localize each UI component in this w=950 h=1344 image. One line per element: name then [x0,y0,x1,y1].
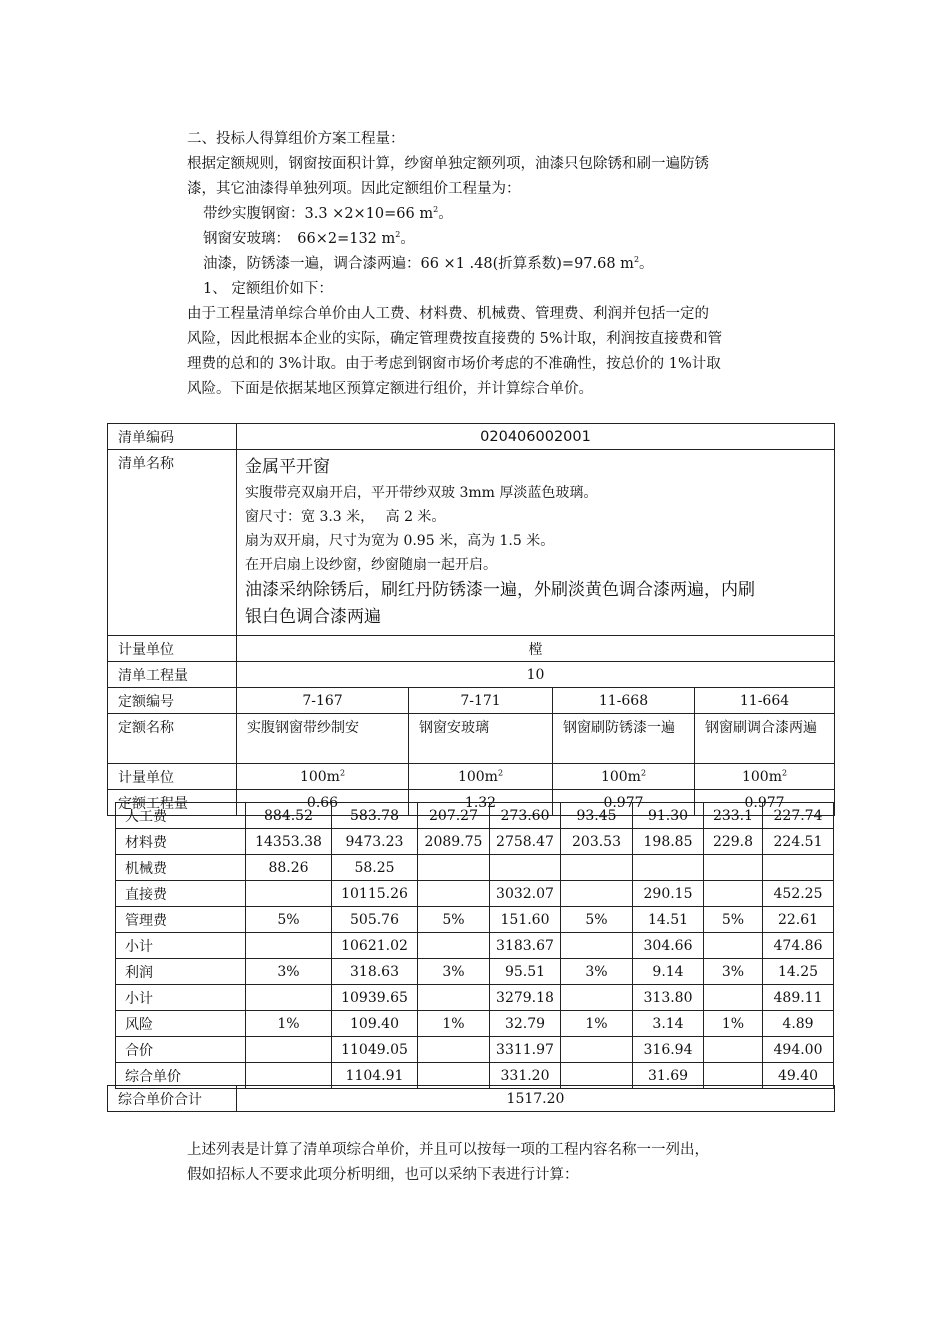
quota-name: 钢窗安玻璃 [409,714,553,764]
quota-unit: $100m^2$ [695,764,835,790]
cost-row [116,803,834,829]
quota-name: 钢窗刷防锈漆一遍 [553,714,695,764]
cost-row-label: 利润 [116,959,246,985]
total-value: 1517.20 [237,1086,835,1112]
cost-cell: 5% [418,907,490,933]
cost-cell: 474.86 [763,933,834,959]
cost-cell: 4.89 [763,1011,834,1037]
cost-cell: 3% [246,959,332,985]
cost-cell: 3.14 [633,1011,704,1037]
cost-cell: 10621.02 [332,933,418,959]
cost-cell: 233.1 [704,803,763,829]
section-heading: 二、投标人得算组价方案工程量： [187,131,405,147]
cost-row-label: 合价 [116,1037,246,1063]
cost-cell: 11049.05 [332,1037,418,1063]
cost-cell: 49.40 [763,1063,834,1089]
cost-cell [246,933,332,959]
cost-cell: 3311.97 [490,1037,561,1063]
cost-cell: 207.27 [418,803,490,829]
cost-cell: 5% [561,907,633,933]
cost-row-label: 管理费 [116,907,246,933]
desc-line: 扇为双开扇，尺寸为宽为 0.95 米，高为 1.5 米。 [245,533,555,549]
qty-label: 清单工程量 [108,662,237,688]
cost-cell: 14.25 [763,959,834,985]
cost-row-label: 综合单价 [116,1063,246,1089]
bill-item-header-table [107,423,835,816]
total-table [107,1085,835,1112]
desc-line: 银白色调合漆两遍 [245,607,381,627]
cost-cell: 5% [704,907,763,933]
quota-unit: $100m^2$ [237,764,409,790]
paragraph-line: 理费的总和的 3%计取。由于考虑到钢窗市场价考虑的不准确性，按总价的 1%计取 [187,356,721,372]
unit-label: 计量单位 [108,636,237,662]
quota-qty: 1.32 [409,790,553,816]
quota-unit-label: 计量单位 [108,764,237,790]
cost-cell [246,985,332,1011]
paragraph-line: 漆，其它油漆得单独列项。因此定额组价工程量为： [187,181,521,197]
cost-cell: 95.51 [490,959,561,985]
cost-row [116,1011,834,1037]
cost-cell: 2758.47 [490,829,561,855]
cost-cell: 452.25 [763,881,834,907]
quota-qty: 0.66 [237,790,409,816]
cost-cell [246,1037,332,1063]
calc-line-glass: 钢窗安玻璃： 66×2=132 $m^2$。 [203,230,415,247]
cost-cell: 22.61 [763,907,834,933]
cost-row-label: 材料费 [116,829,246,855]
cost-cell: 2089.75 [418,829,490,855]
cost-cell: 5% [246,907,332,933]
quota-qty: 0.977 [553,790,695,816]
cost-cell: 3% [418,959,490,985]
cost-cell: 14353.38 [246,829,332,855]
cost-cell: 331.20 [490,1063,561,1089]
cost-cell: 290.15 [633,881,704,907]
quota-code: 7-167 [237,688,409,714]
cost-cell: 494.00 [763,1037,834,1063]
cost-row [116,1037,834,1063]
cost-row-label: 机械费 [116,855,246,881]
cost-row [116,985,834,1011]
item-description [237,450,835,636]
total-label: 综合单价合计 [108,1086,237,1112]
cost-cell: 58.25 [332,855,418,881]
quota-qty-label: 定额工程量 [108,790,237,816]
cost-row-label: 人工费 [116,803,246,829]
name-label: 清单名称 [108,450,237,636]
cost-cell: 316.94 [633,1037,704,1063]
cost-cell: 884.52 [246,803,332,829]
cost-cell [418,985,490,1011]
desc-line: 窗尺寸：宽 3.3 米， 高 2 米。 [245,509,446,525]
cost-cell [418,855,490,881]
code-value: 020406002001 [237,424,835,450]
cost-cell [561,985,633,1011]
paragraph-line: 根据定额规则，钢窗按面积计算，纱窗单独定额列项，油漆只包除锈和刷一遍防锈 [187,156,709,172]
cost-row [116,959,834,985]
cost-cell [246,881,332,907]
paragraph-line: 假如招标人不要求此项分析明细，也可以采纳下表进行计算： [187,1167,579,1183]
cost-cell [418,1037,490,1063]
cost-cell: 1% [561,1011,633,1037]
cost-row-label: 小计 [116,933,246,959]
cost-cell: 318.63 [332,959,418,985]
cost-cell: 583.78 [332,803,418,829]
quota-name: 钢窗刷调合漆两遍 [695,714,835,764]
cost-cell: 1104.91 [332,1063,418,1089]
quota-code: 11-664 [695,688,835,714]
paragraph-line: 由于工程量清单综合单价由人工费、材料费、机械费、管理费、利润并包括一定的 [187,306,709,322]
quota-unit: $100m^2$ [409,764,553,790]
cost-row-label: 小计 [116,985,246,1011]
quota-code: 11-668 [553,688,695,714]
quota-qty: 0.977 [695,790,835,816]
cost-cell: 91.30 [633,803,704,829]
desc-line: 实腹带亮双扇开启，平开带纱双玻 3mm 厚淡蓝色玻璃。 [245,485,598,501]
cost-cell: 229.8 [704,829,763,855]
cost-row [116,881,834,907]
quota-code-label: 定额编号 [108,688,237,714]
cost-cell [561,1037,633,1063]
quota-name-label: 定额名称 [108,714,237,764]
cost-cell [704,933,763,959]
cost-cell: 198.85 [633,829,704,855]
paragraph-line: 风险。下面是依据某地区预算定额进行组价，并计算综合单价。 [187,381,593,397]
cost-cell: 224.51 [763,829,834,855]
cost-cell: 313.80 [633,985,704,1011]
cost-cell [418,933,490,959]
cost-cell [561,881,633,907]
cost-cell: 31.69 [633,1063,704,1089]
cost-cell [490,855,561,881]
cost-cell: 3279.18 [490,985,561,1011]
cost-cell [704,881,763,907]
cost-cell: 203.53 [561,829,633,855]
cost-cell [704,855,763,881]
cost-cell: 32.79 [490,1011,561,1037]
cost-row [116,829,834,855]
cost-row [116,855,834,881]
cost-cell: 9.14 [633,959,704,985]
paragraph-line: 上述列表是计算了清单项综合单价，并且可以按每一项的工程内容名称一一列出， [187,1142,709,1158]
cost-cell: 3183.67 [490,933,561,959]
cost-row-label: 直接费 [116,881,246,907]
quota-unit: $100m^2$ [553,764,695,790]
cost-row [116,907,834,933]
cost-cell [561,855,633,881]
desc-line: 金属平开窗 [245,457,330,477]
cost-cell [633,855,704,881]
cost-cell: 3% [704,959,763,985]
cost-cell: 3% [561,959,633,985]
desc-line: 油漆采纳除锈后，刷红丹防锈漆一遍，外刷淡黄色调合漆两遍，内刷 [245,580,755,600]
cost-cell: 304.66 [633,933,704,959]
cost-cell: 227.74 [763,803,834,829]
cost-row [116,933,834,959]
cost-row-label: 风险 [116,1011,246,1037]
cost-cell: 88.26 [246,855,332,881]
quota-code: 7-171 [409,688,553,714]
cost-cell: 9473.23 [332,829,418,855]
paragraph-line: 风险，因此根据本企业的实际，确定管理费按直接费的 5%计取，利润按直接费和管 [187,331,723,347]
cost-cell [763,855,834,881]
cost-cell [704,985,763,1011]
cost-cell: 505.76 [332,907,418,933]
unit-value: 樘 [237,636,835,662]
cost-cell [418,881,490,907]
sub-heading: 1、 定额组价如下： [203,281,333,297]
qty-value: 10 [237,662,835,688]
cost-cell: 151.60 [490,907,561,933]
cost-cell [704,1037,763,1063]
calc-line-window: 带纱实腹钢窗：3.3 ×2×10=66 $m^2$。 [203,205,453,222]
cost-breakdown-table [115,802,834,1089]
cost-cell: 1% [246,1011,332,1037]
calc-line-paint: 油漆，防锈漆一遍，调合漆两遍：66 ×1 .48(折算系数)=97.68 $m^2$。 [203,255,654,272]
cost-cell: 14.51 [633,907,704,933]
cost-cell: 1% [704,1011,763,1037]
cost-cell: 3032.07 [490,881,561,907]
quota-name: 实腹钢窗带纱制安 [237,714,409,764]
cost-cell: 1% [418,1011,490,1037]
cost-cell: 10115.26 [332,881,418,907]
desc-line: 在开启扇上设纱窗，纱窗随扇一起开启。 [245,557,497,573]
cost-cell: 109.40 [332,1011,418,1037]
cost-cell: 93.45 [561,803,633,829]
code-label: 清单编码 [108,424,237,450]
cost-cell [561,933,633,959]
cost-cell: 273.60 [490,803,561,829]
cost-cell: 489.11 [763,985,834,1011]
cost-cell: 10939.65 [332,985,418,1011]
